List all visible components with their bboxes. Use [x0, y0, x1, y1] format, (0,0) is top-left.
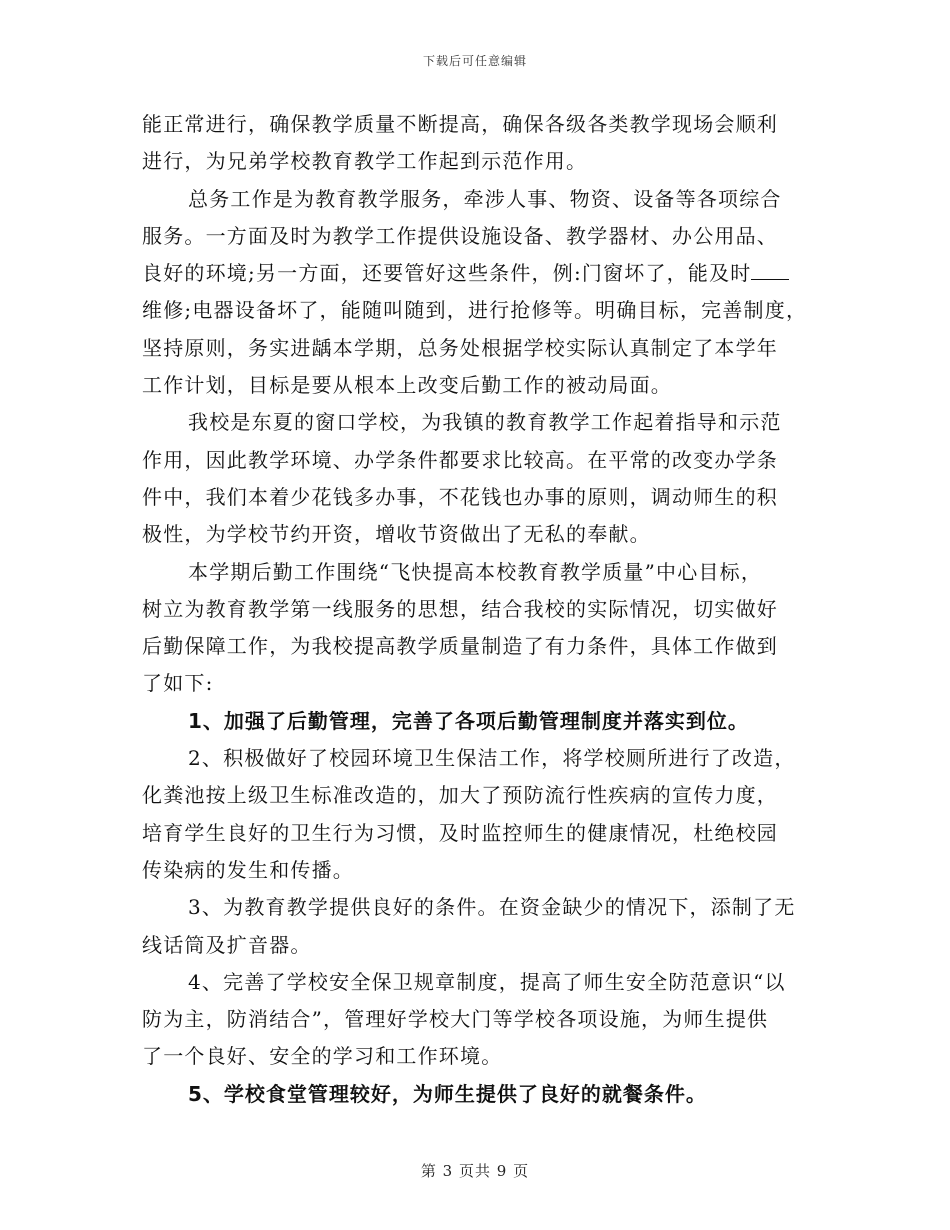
paragraph [142, 181, 832, 405]
text-line: 培育学生良好的卫生行为习惯，及时监控师生的健康情况，杜绝校园 [142, 820, 778, 845]
text-line: 1、加强了后勤管理，完善了各项后勤管理制度并落实到位。 [188, 708, 749, 733]
text-line: 4、完善了学校安全保卫规章制度，提高了师生安全防范意识“以 [188, 969, 786, 994]
text-line: 化粪池按上级卫生标准改造的，加大了预防流行性疾病的宣传力度， [142, 783, 778, 808]
list-item-heading [142, 703, 832, 740]
text-line: 我校是东夏的窗口学校，为我镇的教育教学工作起着指导和示范 [188, 410, 782, 435]
page-header: 下载后可任意编辑 [422, 54, 527, 68]
paragraph [142, 404, 832, 553]
text-line: 5、学校食堂管理较好，为师生提供了良好的就餐条件。 [188, 1081, 707, 1106]
text-line: 了一个良好、安全的学习和工作环境。 [142, 1044, 503, 1069]
list-item [142, 889, 832, 964]
text-line: 后勤保障工作，为我校提高教学质量制造了有力条件，具体工作做到 [142, 634, 778, 659]
document-body [142, 106, 832, 1113]
text-line: 总务工作是为教育教学服务，牵涉人事、物资、设备等各项综合 [188, 186, 782, 211]
text-line: 树立为教育教学第一线服务的思想，结合我校的实际情况，切实做好 [142, 596, 778, 621]
text-line: 能正常进行，确保教学质量不断提高，确保各级各类教学现场会顺利 [142, 112, 778, 136]
text-line: 2、积极做好了校园环境卫生保洁工作，将学校厕所进行了改造， [188, 746, 796, 771]
text-span: 良好的环境;另一方面，还要管好这些条件，例:门窗坏了，能及时 [142, 261, 752, 286]
text-line [142, 255, 832, 292]
text-line: 服务。一方面及时为教学工作提供设施设备、教学器材、办公用品、 [142, 223, 778, 248]
text-line: 维修;电器设备坏了，能随叫随到，进行抢修等。明确目标，完善制度， [142, 298, 808, 323]
text-line: 作用，因此教学环境、办学条件都要求比较高。在平常的改变办学条 [142, 447, 778, 472]
text-line: 传染病的发生和传播。 [142, 857, 354, 882]
text-line: 极性，为学校节约开资，增收节资做出了无私的奉献。 [142, 522, 651, 547]
paragraph [142, 106, 832, 181]
list-item [142, 740, 832, 889]
fill-in-blank [751, 263, 789, 280]
text-line: 3、为教育教学提供良好的条件。在资金缺少的情况下，添制了无 [188, 895, 796, 920]
paragraph [142, 554, 832, 703]
text-line: 了如下: [142, 671, 214, 696]
text-line: 件中，我们本着少花钱多办事，不花钱也办事的原则，调动师生的积 [142, 484, 778, 509]
text-line: 线话筒及扩音器。 [142, 932, 312, 957]
text-line: 坚持原则，务实进龋本学期，总务处根据学校实际认真制定了本学年 [142, 335, 778, 360]
text-line: 工作计划，目标是要从根本上改变后勤工作的被动局面。 [142, 373, 672, 398]
text-line: 防为主，防消结合”，管理好学校大门等学校各项设施，为师生提供 [142, 1007, 769, 1032]
list-item [142, 964, 832, 1076]
text-line: 本学期后勤工作围绕“飞快提高本校教育教学质量”中心目标， [188, 559, 763, 584]
list-item-heading [142, 1076, 832, 1113]
text-line: 进行，为兄弟学校教育教学工作起到示范作用。 [142, 149, 588, 174]
page-number: 第 3 页共 9 页 [420, 1162, 530, 1180]
